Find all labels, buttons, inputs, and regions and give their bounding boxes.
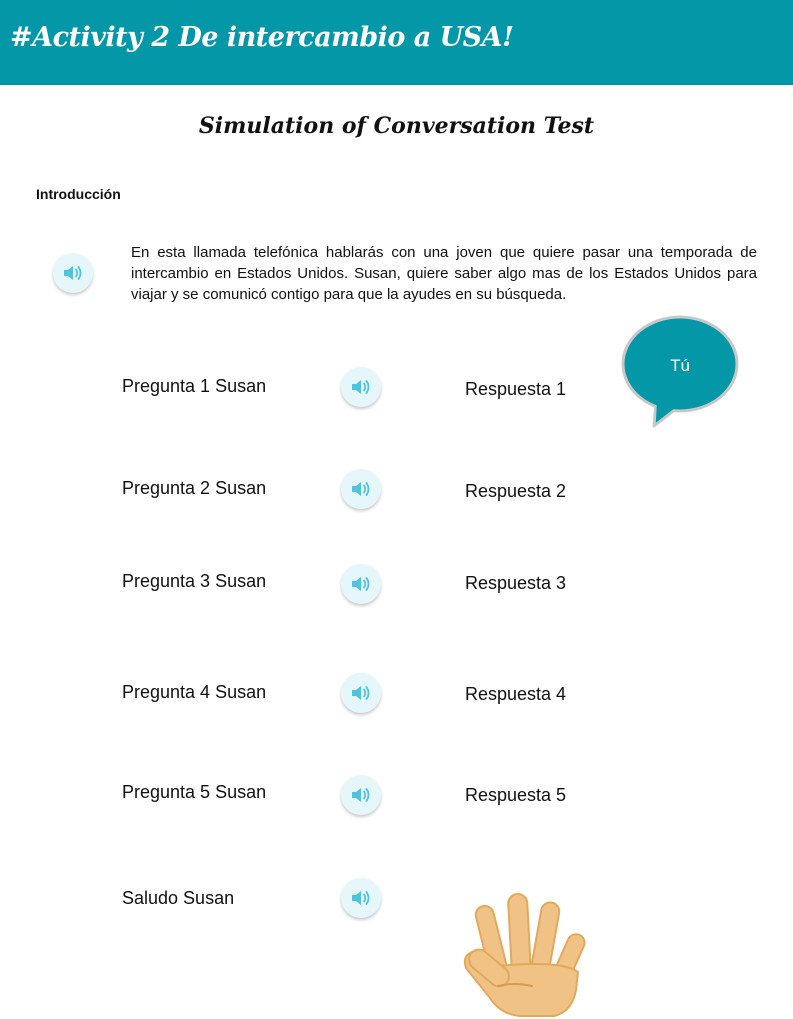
greeting-label: Saludo Susan [122,888,235,908]
speaker-icon [351,786,371,804]
speaker-icon [351,684,371,702]
intro-text: En esta llamada telefónica hablarás con una joven que quiere pasar una temporada de intercambio en Estados Unidos. Susan, quiere saber algo mas de los Estados Unidos para viajar y se comunicó contigo para que la ayudes en su búsqueda. [131,244,757,303]
intro-heading: Introducción [36,186,121,202]
answer-4-label: Respuesta 4 [465,684,567,704]
page-subtitle: Simulation of Conversation Test [198,113,595,139]
intro-audio-button[interactable] [53,253,93,293]
waving-hand [458,890,594,1019]
speaker-icon [351,378,371,396]
answer-1-label: Respuesta 1 [465,379,567,399]
question-5-label: Pregunta 5 Susan [122,782,267,802]
speaker-icon [351,480,371,498]
speech-bubble [620,314,742,428]
question-2-label: Pregunta 2 Susan [122,478,267,498]
question-5-audio-button[interactable] [341,775,381,815]
header-banner [0,0,793,85]
answer-5-label: Respuesta 5 [465,785,567,805]
speaker-icon [351,575,371,593]
speaker-icon [63,264,83,282]
answer-3-label: Respuesta 3 [465,573,567,593]
greeting-audio-button[interactable] [341,878,381,918]
answer-2-label: Respuesta 2 [465,481,567,501]
waving-hand-icon [458,890,594,1019]
question-4-audio-button[interactable] [341,673,381,713]
question-3-label: Pregunta 3 Susan [122,571,267,591]
page-title: #Activity 2 De intercambio a USA! [10,22,514,53]
question-2-audio-button[interactable] [341,469,381,509]
speaker-icon [351,889,371,907]
question-1-label: Pregunta 1 Susan [122,376,267,396]
question-1-audio-button[interactable] [341,367,381,407]
speech-bubble-label: Tú [670,356,690,375]
question-4-label: Pregunta 4 Susan [122,682,267,702]
question-3-audio-button[interactable] [341,564,381,604]
